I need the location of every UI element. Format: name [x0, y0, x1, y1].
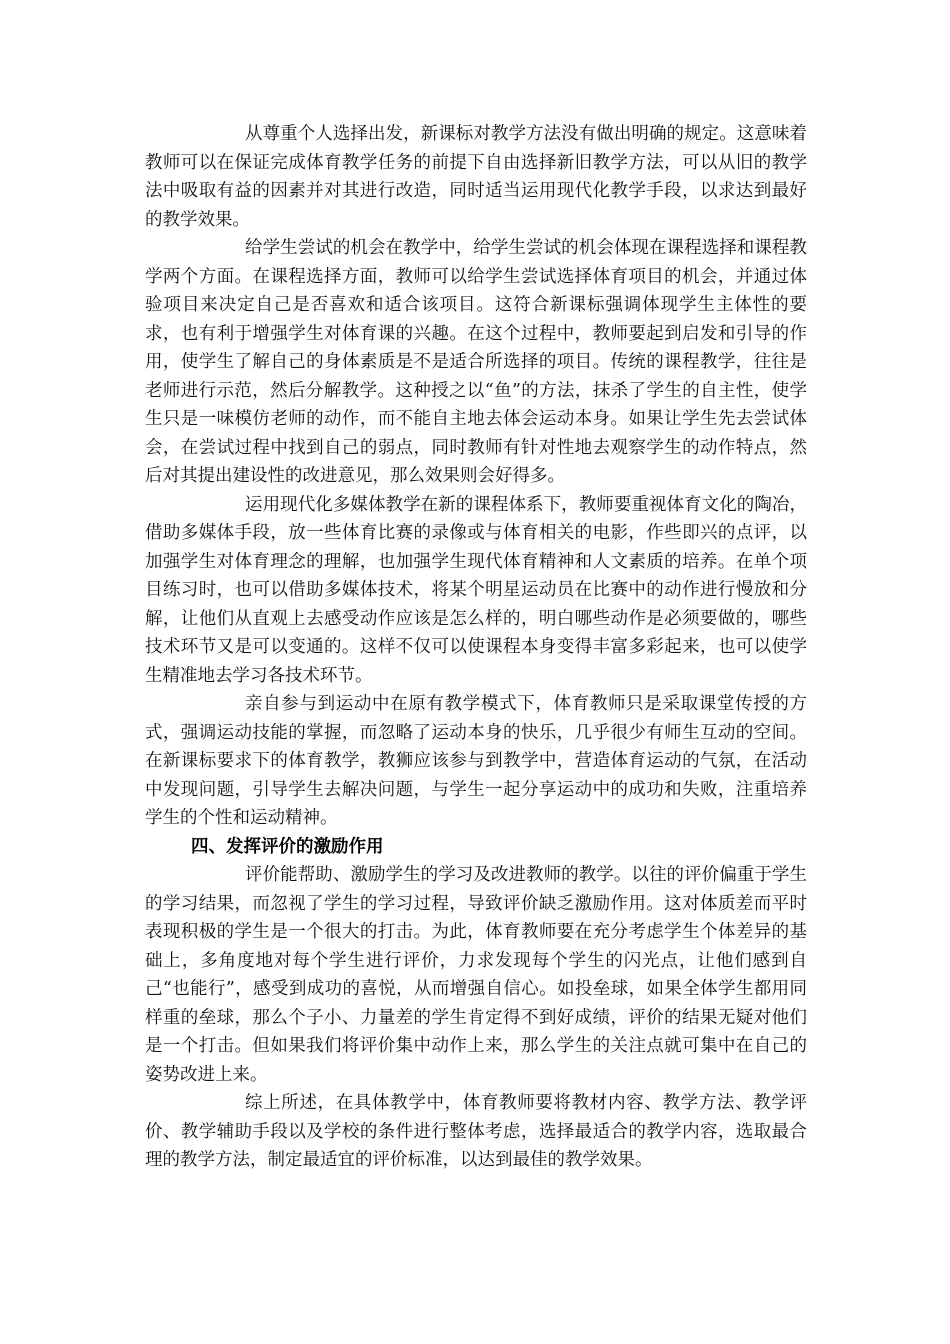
paragraph-teacher-participation: 亲自参与到运动中在原有教学模式下，体育教师只是采取课堂传授的方式，强调运动技能的掌握，而忽略了运动本身的快乐，几乎很少有师生互动的空间。在新课标要求下的体育教学，教狮应该参与到教学中，营造体育运动的气氛，在活动中发现问题，引导学生去解决问题，与学生一起分享运动中的成功和失败，注重培养学生的个性和运动精神。 [145, 694, 807, 828]
document-body [145, 120, 807, 1175]
section-heading-evaluation: 四、发挥评价的激励作用 [191, 836, 384, 857]
paragraph-trial-opportunity: 给学生尝试的机会在教学中，给学生尝试的机会体现在课程选择和课程教学两个方面。在课程选择方面，教师可以给学生尝试选择体育项目的机会，并通过体验项目来决定自己是否喜欢和适合该项目。这符合新课标强调体现学生主体性的要求，也有利于增强学生对体育课的兴趣。在这个过程中，教师要起到启发和引导的作用，使学生了解自己的身体素质是不是适合所选择的项目。传统的课程教学，往往是老师进行示范，然后分解教学。这种授之以“鱼”的方法，抹杀了学生的自主性，使学生只是一味模仿老师的动作，而不能自主地去体会运动本身。如果让学生先去尝试体会，在尝试过程中找到自己的弱点，同时教师有针对性地去观察学生的动作特点，然后对其提出建设性的改进意见，那么效果则会好得多。 [145, 238, 807, 486]
paragraph-teaching-method-choice: 从尊重个人选择出发，新课标对教学方法没有做出明确的规定。这意味着教师可以在保证完成体育教学任务的前提下自由选择新旧教学方法，可以从旧的教学法中吸取有益的因素并对其进行改造，同时适当运用现代化教学手段，以求达到最好的教学效果。 [145, 124, 807, 230]
paragraph-evaluation-incentive: 评价能帮助、激励学生的学习及改进教师的教学。以往的评价偏重于学生的学习结果，而忽视了学生的学习过程，导致评价缺乏激励作用。这对体质差而平时表现积极的学生是一个很大的打击。为此，体育教师要在充分考虑学生个体差异的基础上，多角度地对每个学生进行评价，力求发现每个学生的闪光点，让他们感到自己“也能行”，感受到成功的喜悦，从而增强自信心。如投垒球，如果全体学生都用同样重的垒球，那么个子小、力量差的学生肯定得不到好成绩，评价的结果无疑对他们是一个打击。但如果我们将评价集中动作上来，那么学生的关注点就可集中在自己的姿势改进上来。 [145, 865, 807, 1085]
paragraph-multimedia-teaching: 运用现代化多媒体教学在新的课程体系下，教师要重视体育文化的陶冶，借助多媒体手段，放一些体育比赛的录像或与体育相关的电影，作些即兴的点评，以加强学生对体育理念的理解，也加强学生现代体育精神和人文素质的培养。在单个项目练习时，也可以借助多媒体技术，将某个明星运动员在比赛中的动作进行慢放和分解，让他们从直观上去感受动作应该是怎么样的，明白哪些动作是必须要做的，哪些技术环节又是可以变通的。这样不仅可以使课程本身变得丰富多彩起来，也可以使学生精准地去学习各技术环节。 [145, 494, 807, 686]
paragraph-conclusion: 综上所述，在具体教学中，体育教师要将教材内容、教学方法、教学评价、教学辅助手段以及学校的条件进行整体考虑，选择最适合的教学内容，选取最合理的教学方法，制定最适宜的评价标准，以达到最佳的教学效果。 [145, 1093, 807, 1170]
